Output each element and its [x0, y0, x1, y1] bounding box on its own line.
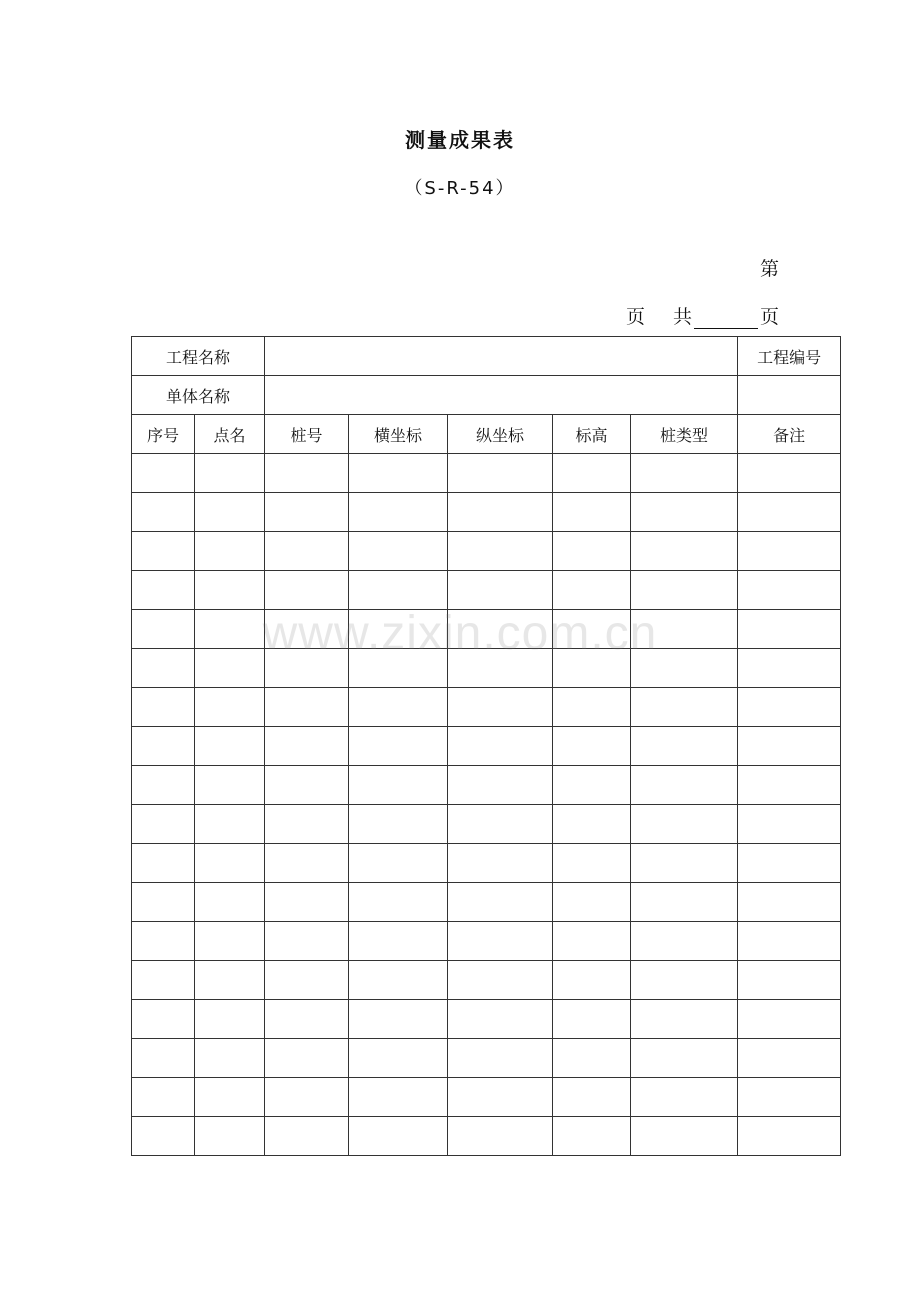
table-cell[interactable]	[349, 688, 448, 727]
table-cell[interactable]	[738, 1000, 841, 1039]
table-cell[interactable]	[195, 493, 265, 532]
table-row	[132, 1078, 841, 1117]
table-cell[interactable]	[132, 922, 195, 961]
table-row	[132, 493, 841, 532]
table-cell[interactable]	[631, 844, 738, 883]
page-number-label	[760, 254, 779, 281]
table-cell[interactable]	[553, 883, 631, 922]
table-cell[interactable]	[738, 805, 841, 844]
project-no-label: 工程编号	[738, 337, 841, 376]
table-cell[interactable]	[132, 727, 195, 766]
table-row	[132, 532, 841, 571]
table-cell[interactable]	[349, 532, 448, 571]
table-row	[132, 727, 841, 766]
table-cell[interactable]	[738, 532, 841, 571]
table-cell[interactable]	[265, 922, 349, 961]
table-cell[interactable]	[448, 844, 553, 883]
table-cell[interactable]	[265, 688, 349, 727]
table-cell[interactable]	[195, 1039, 265, 1078]
table-row	[132, 844, 841, 883]
table-cell[interactable]	[132, 883, 195, 922]
col-header-x-coordinate: 横坐标	[349, 415, 448, 454]
table-cell[interactable]	[631, 883, 738, 922]
table-cell[interactable]	[265, 1000, 349, 1039]
col-header-point-name: 点名	[195, 415, 265, 454]
table-cell[interactable]	[349, 493, 448, 532]
table-row	[132, 1117, 841, 1156]
page-number-unit: 页	[625, 306, 645, 328]
table-cell[interactable]	[631, 766, 738, 805]
page-number-prefix: 第	[759, 258, 779, 280]
table-cell[interactable]	[349, 805, 448, 844]
table-cell[interactable]	[195, 727, 265, 766]
table-cell[interactable]	[349, 454, 448, 493]
table-cell[interactable]	[631, 493, 738, 532]
table-cell[interactable]	[631, 922, 738, 961]
table-cell[interactable]	[448, 805, 553, 844]
table-cell[interactable]	[349, 844, 448, 883]
table-cell[interactable]	[132, 493, 195, 532]
table-cell[interactable]	[631, 805, 738, 844]
table-cell[interactable]	[195, 571, 265, 610]
table-cell[interactable]	[195, 961, 265, 1000]
table-cell[interactable]	[132, 805, 195, 844]
table-cell[interactable]	[553, 1078, 631, 1117]
table-cell[interactable]	[265, 727, 349, 766]
table-cell[interactable]	[349, 766, 448, 805]
table-cell[interactable]	[132, 454, 195, 493]
table-row	[132, 766, 841, 805]
table-cell[interactable]	[738, 922, 841, 961]
watermark: www.zixin.com.cn	[262, 607, 658, 660]
table-cell[interactable]	[738, 1117, 841, 1156]
table-cell[interactable]	[631, 571, 738, 610]
table-cell[interactable]	[265, 961, 349, 1000]
table-cell[interactable]	[265, 1117, 349, 1156]
table-cell[interactable]	[132, 844, 195, 883]
table-cell[interactable]	[349, 922, 448, 961]
unit-name-label: 单体名称	[132, 376, 265, 415]
table-cell[interactable]	[132, 1000, 195, 1039]
table-cell[interactable]	[265, 1078, 349, 1117]
table-row	[132, 805, 841, 844]
project-name-value[interactable]	[265, 337, 738, 376]
table-cell[interactable]	[349, 1078, 448, 1117]
table-row	[132, 922, 841, 961]
table-cell[interactable]	[553, 1117, 631, 1156]
table-cell[interactable]	[553, 454, 631, 493]
table-cell[interactable]	[631, 1117, 738, 1156]
table-cell[interactable]	[553, 1000, 631, 1039]
document-title: 测量成果表	[405, 128, 515, 152]
table-cell[interactable]	[195, 454, 265, 493]
table-cell[interactable]	[738, 883, 841, 922]
table-cell[interactable]	[195, 805, 265, 844]
table-cell[interactable]	[349, 727, 448, 766]
table-cell[interactable]	[448, 727, 553, 766]
table-cell[interactable]	[132, 766, 195, 805]
table-cell[interactable]	[738, 727, 841, 766]
table-cell[interactable]	[195, 688, 265, 727]
table-cell[interactable]	[265, 454, 349, 493]
table-cell[interactable]	[553, 844, 631, 883]
table-cell[interactable]	[738, 571, 841, 610]
table-cell[interactable]	[738, 688, 841, 727]
table-cell[interactable]	[265, 844, 349, 883]
table-cell[interactable]	[553, 571, 631, 610]
page-total-label	[626, 302, 779, 329]
table-cell[interactable]	[132, 532, 195, 571]
project-no-value[interactable]	[738, 376, 841, 415]
col-header-index: 序号	[132, 415, 195, 454]
table-cell[interactable]	[631, 1000, 738, 1039]
table-cell[interactable]	[265, 805, 349, 844]
table-cell[interactable]	[195, 1000, 265, 1039]
table-row	[132, 1000, 841, 1039]
table-cell[interactable]	[738, 961, 841, 1000]
table-cell[interactable]	[448, 961, 553, 1000]
project-name-label: 工程名称	[132, 337, 265, 376]
table-cell[interactable]	[448, 766, 553, 805]
table-cell[interactable]	[265, 766, 349, 805]
table-cell[interactable]	[195, 844, 265, 883]
table-cell[interactable]	[448, 532, 553, 571]
table-cell[interactable]	[553, 493, 631, 532]
table-row	[132, 883, 841, 922]
table-cell[interactable]	[265, 571, 349, 610]
table-cell[interactable]	[738, 844, 841, 883]
table-cell[interactable]	[349, 1000, 448, 1039]
table-cell[interactable]	[553, 805, 631, 844]
table-cell[interactable]	[553, 922, 631, 961]
table-cell[interactable]	[631, 454, 738, 493]
project-name-row	[132, 337, 841, 376]
table-cell[interactable]	[448, 1000, 553, 1039]
table-cell[interactable]	[631, 727, 738, 766]
table-cell[interactable]	[195, 922, 265, 961]
col-header-remarks: 备注	[738, 415, 841, 454]
table-cell[interactable]	[132, 688, 195, 727]
table-cell[interactable]	[132, 961, 195, 1000]
table-cell[interactable]	[195, 532, 265, 571]
table-cell[interactable]	[553, 1039, 631, 1078]
table-row	[132, 961, 841, 1000]
column-header-row	[132, 415, 841, 454]
table-cell[interactable]	[132, 1078, 195, 1117]
table-cell[interactable]	[448, 1039, 553, 1078]
col-header-stake-type: 桩类型	[631, 415, 738, 454]
table-cell[interactable]	[132, 571, 195, 610]
col-header-elevation: 标高	[553, 415, 631, 454]
table-cell[interactable]	[265, 883, 349, 922]
table-cell[interactable]	[738, 1039, 841, 1078]
document-code: （S-R-54）	[404, 178, 516, 199]
table-cell[interactable]	[553, 727, 631, 766]
table-cell[interactable]	[448, 883, 553, 922]
table-cell[interactable]	[553, 766, 631, 805]
table-row	[132, 454, 841, 493]
total-pages-unit: 页	[759, 306, 779, 328]
table-cell[interactable]	[195, 1078, 265, 1117]
table-cell[interactable]	[132, 1117, 195, 1156]
table-cell[interactable]	[349, 961, 448, 1000]
table-cell[interactable]	[448, 1078, 553, 1117]
table-cell[interactable]	[448, 1117, 553, 1156]
table-cell[interactable]	[631, 532, 738, 571]
table-cell[interactable]	[738, 766, 841, 805]
survey-results-table	[131, 336, 841, 1156]
unit-name-row	[132, 376, 841, 415]
table-cell[interactable]	[349, 1117, 448, 1156]
col-header-y-coordinate: 纵坐标	[448, 415, 553, 454]
table-cell[interactable]	[349, 883, 448, 922]
table-row	[132, 688, 841, 727]
table-cell[interactable]	[553, 688, 631, 727]
table-cell[interactable]	[195, 1117, 265, 1156]
table-cell[interactable]	[738, 1078, 841, 1117]
table-cell[interactable]	[448, 922, 553, 961]
table-row	[132, 1039, 841, 1078]
table-cell[interactable]	[448, 571, 553, 610]
total-pages-blank	[694, 308, 758, 329]
table-cell[interactable]	[132, 1039, 195, 1078]
table-cell[interactable]	[631, 961, 738, 1000]
table-cell[interactable]	[738, 493, 841, 532]
table-cell[interactable]	[553, 532, 631, 571]
table-cell[interactable]	[195, 766, 265, 805]
table-cell[interactable]	[631, 1039, 738, 1078]
table-cell[interactable]	[448, 493, 553, 532]
table-cell[interactable]	[265, 1039, 349, 1078]
table-cell[interactable]	[349, 571, 448, 610]
table-cell[interactable]	[631, 1078, 738, 1117]
table-cell[interactable]	[195, 883, 265, 922]
col-header-stake-no: 桩号	[265, 415, 349, 454]
total-pages-prefix: 共	[672, 306, 692, 328]
table-cell[interactable]	[265, 532, 349, 571]
table-cell[interactable]	[553, 961, 631, 1000]
table-cell[interactable]	[265, 493, 349, 532]
table-cell[interactable]	[448, 688, 553, 727]
table-cell[interactable]	[738, 454, 841, 493]
table-cell[interactable]	[349, 1039, 448, 1078]
table-cell[interactable]	[448, 454, 553, 493]
table-row	[132, 571, 841, 610]
unit-name-value[interactable]	[265, 376, 738, 415]
table-cell[interactable]	[631, 688, 738, 727]
